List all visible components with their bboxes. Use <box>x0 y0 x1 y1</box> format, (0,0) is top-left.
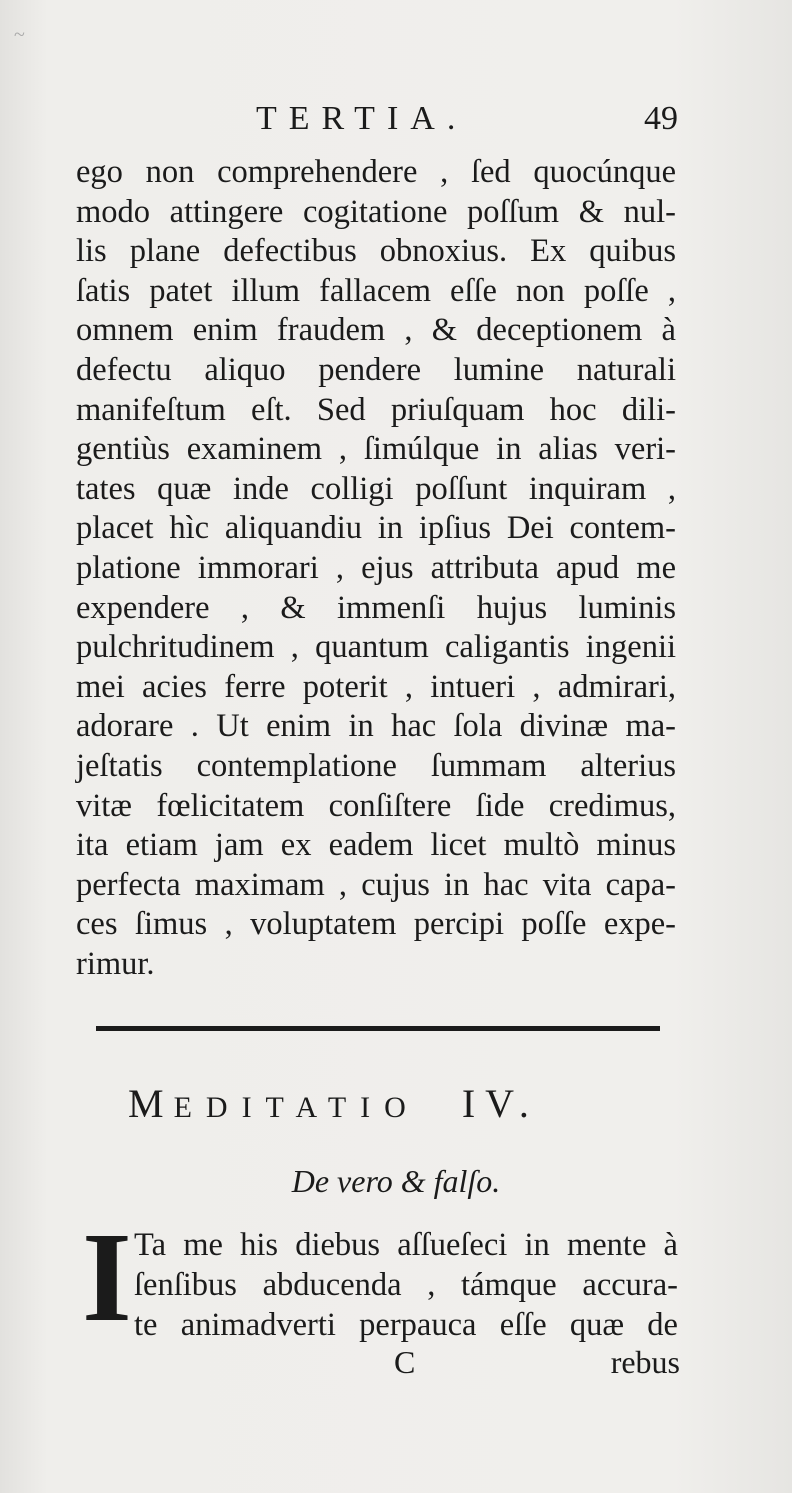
text-line: modo attingere cogitatione poſſum & nul- <box>76 193 676 230</box>
text-line: perfecta maximam , cujus in hac vita capa- <box>76 866 676 903</box>
text-line: placet hìc aliquandiu in ipſius Dei contem- <box>76 510 676 547</box>
text-line: te animadverti perpauca eſſe quæ de <box>134 1307 678 1343</box>
text-line: gentiùs examinem , ſimúlque in alias veri- <box>76 431 676 468</box>
text-line: mei acies ferre poterit , intueri , admirari, <box>76 668 676 705</box>
page-footer <box>76 1344 680 1384</box>
text-line: expendere , & immenſi hujus luminis <box>76 589 676 626</box>
signature-mark: C <box>394 1344 416 1380</box>
heading-initial: M <box>128 1081 174 1126</box>
running-title: TERTIA. <box>256 100 468 137</box>
text-line: tates quæ inde colligi poſſunt inquiram , <box>76 470 676 507</box>
text-line: ita etiam jam ex eadem licet multò minus <box>76 827 676 864</box>
text-line: ſatis patet illum fallacem eſſe non poſſe , <box>76 272 676 309</box>
heading-word: EDITATIO <box>173 1091 420 1124</box>
heading-numeral: IV. <box>461 1081 539 1126</box>
text-line: ego non comprehendere , ſed quocúnque <box>76 154 676 190</box>
text-line: lis plane defectibus obnoxius. Ex quibus <box>76 233 676 270</box>
opening-text <box>134 1225 678 1345</box>
text-line: adorare . Ut enim in hac ſola divinæ ma- <box>76 708 676 745</box>
main-text <box>76 153 676 984</box>
text-line: Ta me his diebus aſſueſeci in mente à <box>134 1227 678 1263</box>
margin-mark: ~ <box>14 24 25 46</box>
text-line: defectu aliquo pendere lumine naturali <box>76 351 676 388</box>
text-line: jeſtatis contemplatione ſummam alterius <box>76 747 676 784</box>
text-line: vitæ fœlicitatem conſiſtere ſide credimus, <box>76 787 676 824</box>
section-subtitle: De vero & falſo. <box>291 1163 501 1199</box>
text-line: manifeſtum eſt. Sed priuſquam hoc dili- <box>76 391 676 428</box>
text-line: omnem enim fraudem , & deceptionem à <box>76 312 676 349</box>
catchword: rebus <box>610 1344 680 1380</box>
text-line: rimur. <box>76 945 155 982</box>
text-line: ces ſimus , voluptatem percipi poſſe expe- <box>76 906 676 943</box>
running-header <box>78 100 678 150</box>
text-line: pulchritudinem , quantum caligantis ingenii <box>76 629 676 666</box>
section-heading <box>128 1080 668 1130</box>
text-line: platione immorari , ejus attributa apud me <box>76 549 676 586</box>
text-line: ſenſibus abducenda , támque accura- <box>134 1267 678 1303</box>
page-number: 49 <box>644 100 678 137</box>
drop-cap: I <box>82 1206 132 1348</box>
section-divider <box>96 1026 660 1031</box>
